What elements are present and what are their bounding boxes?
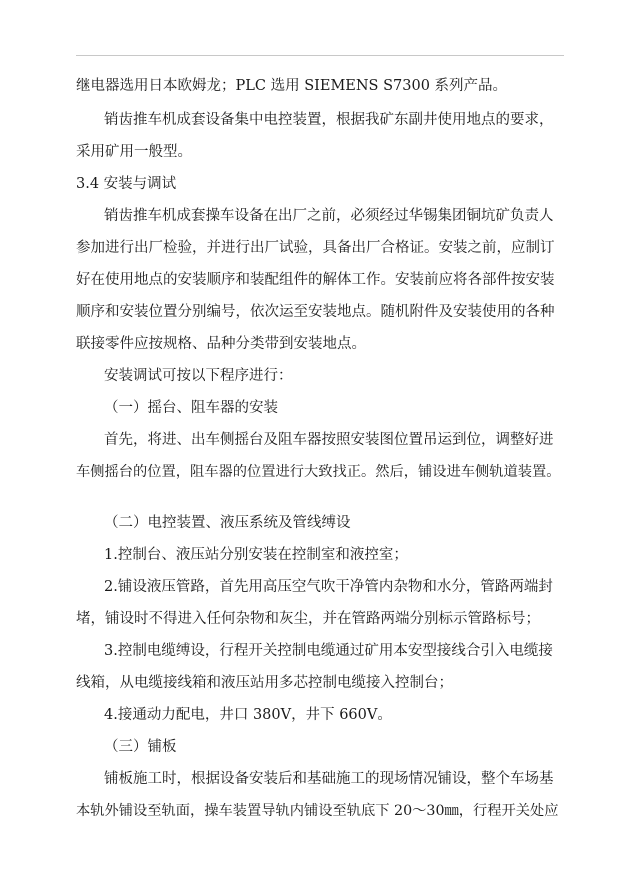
text-line: 2.铺设液压管路，首先用高压空气吹干净管内杂物和水分，管路两端封 bbox=[104, 579, 553, 595]
text-line: 采用矿用一般型。 bbox=[76, 144, 192, 160]
text-line: 线箱，从电缆接线箱和液压站用多芯控制电缆接入控制台； bbox=[76, 675, 453, 691]
text-line: 4.接通动力配电，井口 380V，井下 660V。 bbox=[104, 707, 392, 723]
text-line: 联接零件应按规格、品种分类带到安装地点。 bbox=[76, 336, 366, 352]
text-line: 铺板施工时，根据设备安装后和基础施工的现场情况铺设，整个车场基 bbox=[104, 771, 554, 787]
text-line: 参加进行出厂检验，并进行出厂试验，具备出厂合格证。安装之前，应制订 bbox=[76, 240, 555, 256]
text-line: 好在使用地点的安装顺序和装配组件的解体工作。安装前应将各部件按安装 bbox=[76, 272, 555, 288]
text-line: 1.控制台、液压站分别安装在控制室和液控室； bbox=[104, 547, 408, 563]
text-line: 3.控制电缆缚设，行程开关控制电缆通过矿用本安型接线合引入电缆接 bbox=[104, 643, 553, 659]
section-heading: 3.4 安装与调试 bbox=[76, 176, 177, 192]
text-line: 首先，将进、出车侧摇台及阻车器按照安装图位置吊运到位，调整好进 bbox=[104, 432, 554, 448]
text-line: 销齿推车机成套操车设备在出厂之前，必须经过华锡集团铜坑矿负责人 bbox=[104, 208, 554, 224]
text-line: 继电器选用日本欧姆龙；PLC 选用 SIEMENS S7300 系列产品。 bbox=[76, 78, 508, 94]
header-rule bbox=[76, 55, 564, 56]
text-line: 安装调试可按以下程序进行： bbox=[104, 368, 293, 384]
text-line: 堵，铺设时不得进入任何杂物和灰尘，并在管路两端分别标示管路标号； bbox=[76, 611, 540, 627]
subsection-heading: （三）铺板 bbox=[104, 739, 177, 755]
text-line: 销齿推车机成套设备集中电控装置，根据我矿东副井使用地点的要求， bbox=[104, 112, 554, 128]
text-line: 顺序和安装位置分别编号，依次运至安装地点。随机附件及安装使用的各种 bbox=[76, 304, 555, 320]
subsection-heading: （一）摇台、阻车器的安装 bbox=[104, 400, 278, 416]
text-line: 本轨外铺设至轨面，操车装置导轨内铺设至轨底下 20～30㎜，行程开关处应 bbox=[76, 803, 559, 819]
text-line: 车侧摇台的位置，阻车器的位置进行大致找正。然后，铺设进车侧轨道装置。 bbox=[76, 464, 561, 480]
subsection-heading: （二）电控装置、液压系统及管线缚设 bbox=[104, 515, 351, 531]
